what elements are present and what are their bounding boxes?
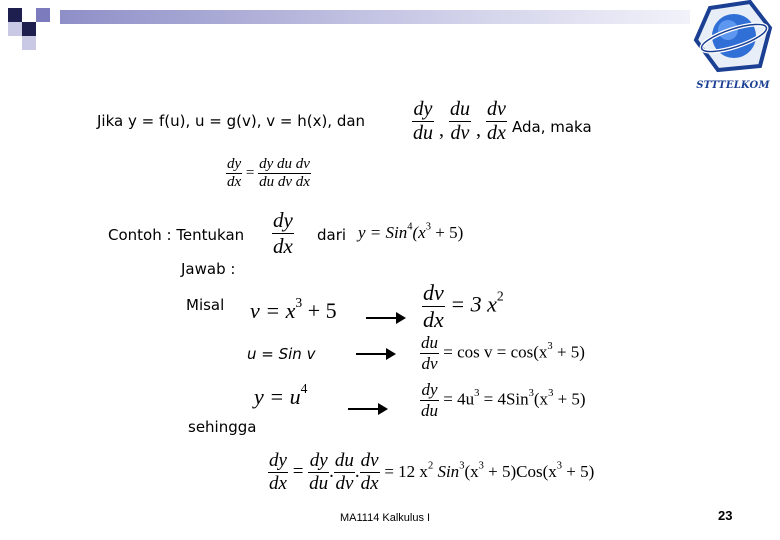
intro-tail: Ada, maka (512, 118, 592, 136)
arrow-step3 (348, 408, 386, 410)
step2-derivative: $\frac{du}{dv}$ = $\cos v = \cos(x^3 + 5)$ (421, 333, 585, 373)
footer-course: MA1114 Kalkulus I (340, 512, 431, 524)
intro-fractions: $\frac{dy}{du}$ , $\frac{du}{dv}$ , $\frac{dv}{dx}$ (413, 98, 506, 144)
deco-square-2 (22, 22, 36, 36)
arrow-step1 (366, 317, 404, 319)
final-fraction-dy-dx: $\frac{dy}{dx}$ (269, 450, 287, 494)
deco-square-1 (8, 8, 22, 22)
example-fraction: $\frac{dy}{dx}$ (273, 208, 293, 258)
final-fraction-du-dv: $\frac{du}{dv}$ (334, 450, 354, 494)
page-number: 23 (718, 508, 733, 523)
fraction-dv-dx: $\frac{dv}{dx}$ (487, 98, 506, 144)
step1-lhs: $v = x^3 + 5$ (250, 295, 337, 323)
step2-lhs: u = Sin v (247, 345, 316, 363)
arrow-step2 (356, 353, 394, 355)
step2-fraction: $\frac{du}{dv}$ (421, 333, 438, 373)
chain-rule-formula: $\frac{dy}{dx}$ = $\frac{\text{dy du dv}}{\text{du dv dx}}$ (227, 156, 310, 190)
jawab-label: Jawab : (181, 260, 236, 278)
fraction-dy-du: $\frac{dy}{du}$ (413, 98, 433, 144)
deco-square-4 (8, 22, 22, 36)
step1-derivative: $\frac{dv}{dx}$ = 3 $x^2$ (423, 280, 504, 332)
step3-lhs: $y = u^4$ (254, 381, 308, 409)
misal-label: Misal (186, 296, 225, 314)
deco-square-5 (22, 36, 36, 50)
chain-rhs-fraction: $\frac{\text{dy du dv}}{\text{du dv dx}}$ (259, 156, 310, 190)
final-result: $\frac{dy}{dx}$ = $\frac{dy}{du}$ . $\frac{du}{dv}$ . $\frac{dv}{dx}$ = 12 $x^2$ $Sin^3(x^3 + 5)Cos(x^3 + 5)$ (269, 450, 595, 494)
chain-lhs-fraction: $\frac{dy}{dx}$ (227, 156, 242, 190)
example-dari: dari (317, 226, 347, 244)
logo-text: STTTELKOM (696, 80, 770, 91)
sehingga-label: sehingga (188, 418, 257, 436)
example-label: Contoh : Tentukan (108, 226, 245, 244)
step3-derivative: $\frac{dy}{du}$ = $4u^3 = 4Sin^3(x^3 + 5)$ (421, 380, 586, 420)
header-gradient-bar (60, 10, 690, 24)
example-expression: $y = Sin^4(x^3 + 5)$ (358, 221, 464, 242)
deco-square-3 (36, 8, 50, 22)
final-fraction-dy-du: $\frac{dy}{du}$ (309, 450, 329, 494)
intro-text: Jika y = f(u), u = g(v), v = h(x), dan (97, 112, 366, 130)
step3-fraction: $\frac{dy}{du}$ (421, 380, 438, 420)
final-fraction-dv-dx: $\frac{dv}{dx}$ (360, 450, 379, 494)
step1-fraction: $\frac{dv}{dx}$ (423, 280, 444, 332)
fraction-du-dv: $\frac{du}{dv}$ (450, 98, 470, 144)
